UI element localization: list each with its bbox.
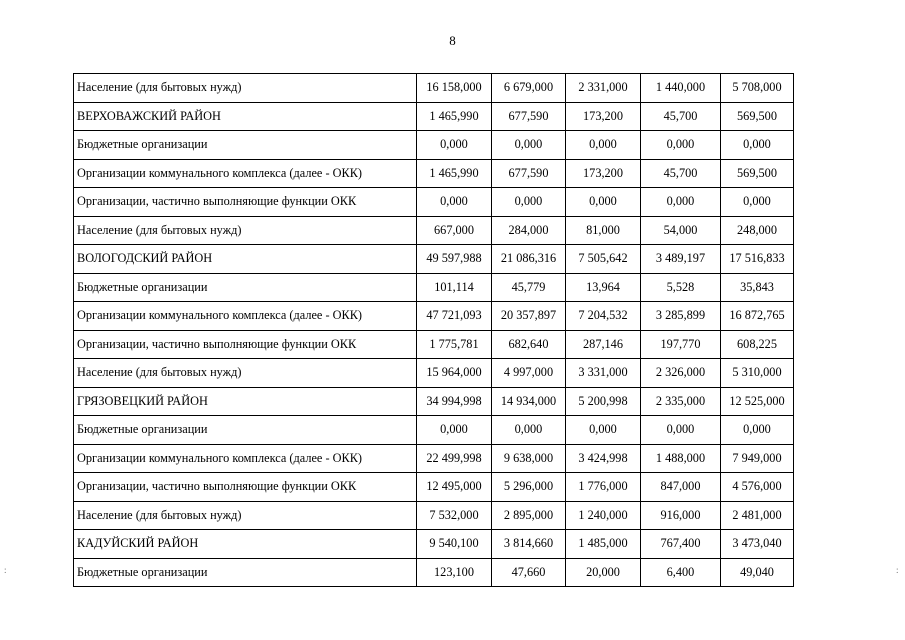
table-row [74, 102, 794, 131]
value-cell: 5 310,000 [721, 359, 794, 388]
row-label: Организации коммунального комплекса (далее - ОКК) [74, 159, 417, 188]
value-cell: 1 488,000 [641, 444, 721, 473]
value-cell: 3 489,197 [641, 245, 721, 274]
value-cell: 847,000 [641, 473, 721, 502]
row-label: КАДУЙСКИЙ РАЙОН [74, 530, 417, 559]
table-row [74, 216, 794, 245]
value-cell: 0,000 [492, 188, 566, 217]
value-cell: 173,200 [566, 102, 641, 131]
data-table [73, 73, 794, 587]
value-cell: 569,500 [721, 159, 794, 188]
table-row [74, 416, 794, 445]
value-cell: 6,400 [641, 558, 721, 587]
value-cell: 916,000 [641, 501, 721, 530]
value-cell: 5 200,998 [566, 387, 641, 416]
row-label: Организации, частично выполняющие функции ОКК [74, 473, 417, 502]
value-cell: 34 994,998 [417, 387, 492, 416]
row-label: ГРЯЗОВЕЦКИЙ РАЙОН [74, 387, 417, 416]
value-cell: 287,146 [566, 330, 641, 359]
table-row [74, 159, 794, 188]
value-cell: 608,225 [721, 330, 794, 359]
value-cell: 0,000 [566, 131, 641, 160]
value-cell: 20 357,897 [492, 302, 566, 331]
value-cell: 0,000 [641, 131, 721, 160]
value-cell: 4 576,000 [721, 473, 794, 502]
value-cell: 5 708,000 [721, 74, 794, 103]
value-cell: 0,000 [721, 188, 794, 217]
right-edge-mark: : [896, 565, 899, 575]
row-label: Население (для бытовых нужд) [74, 74, 417, 103]
value-cell: 45,700 [641, 102, 721, 131]
value-cell: 2 326,000 [641, 359, 721, 388]
value-cell: 9 540,100 [417, 530, 492, 559]
row-label: Население (для бытовых нужд) [74, 216, 417, 245]
value-cell: 0,000 [417, 188, 492, 217]
value-cell: 21 086,316 [492, 245, 566, 274]
value-cell: 1 240,000 [566, 501, 641, 530]
value-cell: 35,843 [721, 273, 794, 302]
value-cell: 248,000 [721, 216, 794, 245]
value-cell: 16 158,000 [417, 74, 492, 103]
value-cell: 7 505,642 [566, 245, 641, 274]
value-cell: 682,640 [492, 330, 566, 359]
table-row [74, 444, 794, 473]
value-cell: 1 465,990 [417, 102, 492, 131]
value-cell: 3 285,899 [641, 302, 721, 331]
row-label: Бюджетные организации [74, 558, 417, 587]
value-cell: 3 331,000 [566, 359, 641, 388]
value-cell: 677,590 [492, 102, 566, 131]
value-cell: 0,000 [641, 188, 721, 217]
value-cell: 12 495,000 [417, 473, 492, 502]
value-cell: 45,700 [641, 159, 721, 188]
value-cell: 12 525,000 [721, 387, 794, 416]
value-cell: 20,000 [566, 558, 641, 587]
value-cell: 0,000 [417, 416, 492, 445]
table-row [74, 273, 794, 302]
value-cell: 7 532,000 [417, 501, 492, 530]
value-cell: 284,000 [492, 216, 566, 245]
value-cell: 22 499,998 [417, 444, 492, 473]
value-cell: 173,200 [566, 159, 641, 188]
row-label: Организации, частично выполняющие функции ОКК [74, 188, 417, 217]
value-cell: 0,000 [492, 416, 566, 445]
table-body [74, 74, 794, 587]
value-cell: 1 775,781 [417, 330, 492, 359]
value-cell: 15 964,000 [417, 359, 492, 388]
value-cell: 5,528 [641, 273, 721, 302]
value-cell: 123,100 [417, 558, 492, 587]
left-edge-mark: : [4, 565, 7, 575]
row-label: Бюджетные организации [74, 131, 417, 160]
value-cell: 677,590 [492, 159, 566, 188]
row-label: Население (для бытовых нужд) [74, 359, 417, 388]
table-row [74, 359, 794, 388]
value-cell: 49,040 [721, 558, 794, 587]
value-cell: 101,114 [417, 273, 492, 302]
value-cell: 0,000 [566, 416, 641, 445]
value-cell: 5 296,000 [492, 473, 566, 502]
row-label: Организации коммунального комплекса (далее - ОКК) [74, 444, 417, 473]
value-cell: 17 516,833 [721, 245, 794, 274]
value-cell: 1 485,000 [566, 530, 641, 559]
value-cell: 2 481,000 [721, 501, 794, 530]
value-cell: 0,000 [641, 416, 721, 445]
row-label: Организации, частично выполняющие функции ОКК [74, 330, 417, 359]
value-cell: 6 679,000 [492, 74, 566, 103]
table-row [74, 387, 794, 416]
value-cell: 1 465,990 [417, 159, 492, 188]
value-cell: 197,770 [641, 330, 721, 359]
value-cell: 0,000 [492, 131, 566, 160]
row-label: ВЕРХОВАЖСКИЙ РАЙОН [74, 102, 417, 131]
row-label: Организации коммунального комплекса (далее - ОКК) [74, 302, 417, 331]
value-cell: 9 638,000 [492, 444, 566, 473]
value-cell: 1 440,000 [641, 74, 721, 103]
value-cell: 16 872,765 [721, 302, 794, 331]
table-row [74, 74, 794, 103]
table-row [74, 131, 794, 160]
value-cell: 4 997,000 [492, 359, 566, 388]
page-number: 8 [449, 33, 456, 48]
row-label: Население (для бытовых нужд) [74, 501, 417, 530]
value-cell: 0,000 [721, 416, 794, 445]
row-label: Бюджетные организации [74, 273, 417, 302]
value-cell: 0,000 [417, 131, 492, 160]
table-row [74, 188, 794, 217]
value-cell: 49 597,988 [417, 245, 492, 274]
value-cell: 47 721,093 [417, 302, 492, 331]
table-row [74, 302, 794, 331]
value-cell: 1 776,000 [566, 473, 641, 502]
value-cell: 2 331,000 [566, 74, 641, 103]
value-cell: 45,779 [492, 273, 566, 302]
row-label: ВОЛОГОДСКИЙ РАЙОН [74, 245, 417, 274]
value-cell: 47,660 [492, 558, 566, 587]
table-row [74, 473, 794, 502]
value-cell: 3 424,998 [566, 444, 641, 473]
value-cell: 3 473,040 [721, 530, 794, 559]
value-cell: 667,000 [417, 216, 492, 245]
value-cell: 7 949,000 [721, 444, 794, 473]
value-cell: 767,400 [641, 530, 721, 559]
value-cell: 2 335,000 [641, 387, 721, 416]
table-row [74, 245, 794, 274]
value-cell: 2 895,000 [492, 501, 566, 530]
value-cell: 13,964 [566, 273, 641, 302]
value-cell: 54,000 [641, 216, 721, 245]
table-row [74, 558, 794, 587]
value-cell: 0,000 [566, 188, 641, 217]
table-row [74, 330, 794, 359]
value-cell: 0,000 [721, 131, 794, 160]
table-row [74, 501, 794, 530]
value-cell: 569,500 [721, 102, 794, 131]
table-row [74, 530, 794, 559]
value-cell: 3 814,660 [492, 530, 566, 559]
row-label: Бюджетные организации [74, 416, 417, 445]
value-cell: 81,000 [566, 216, 641, 245]
value-cell: 7 204,532 [566, 302, 641, 331]
value-cell: 14 934,000 [492, 387, 566, 416]
